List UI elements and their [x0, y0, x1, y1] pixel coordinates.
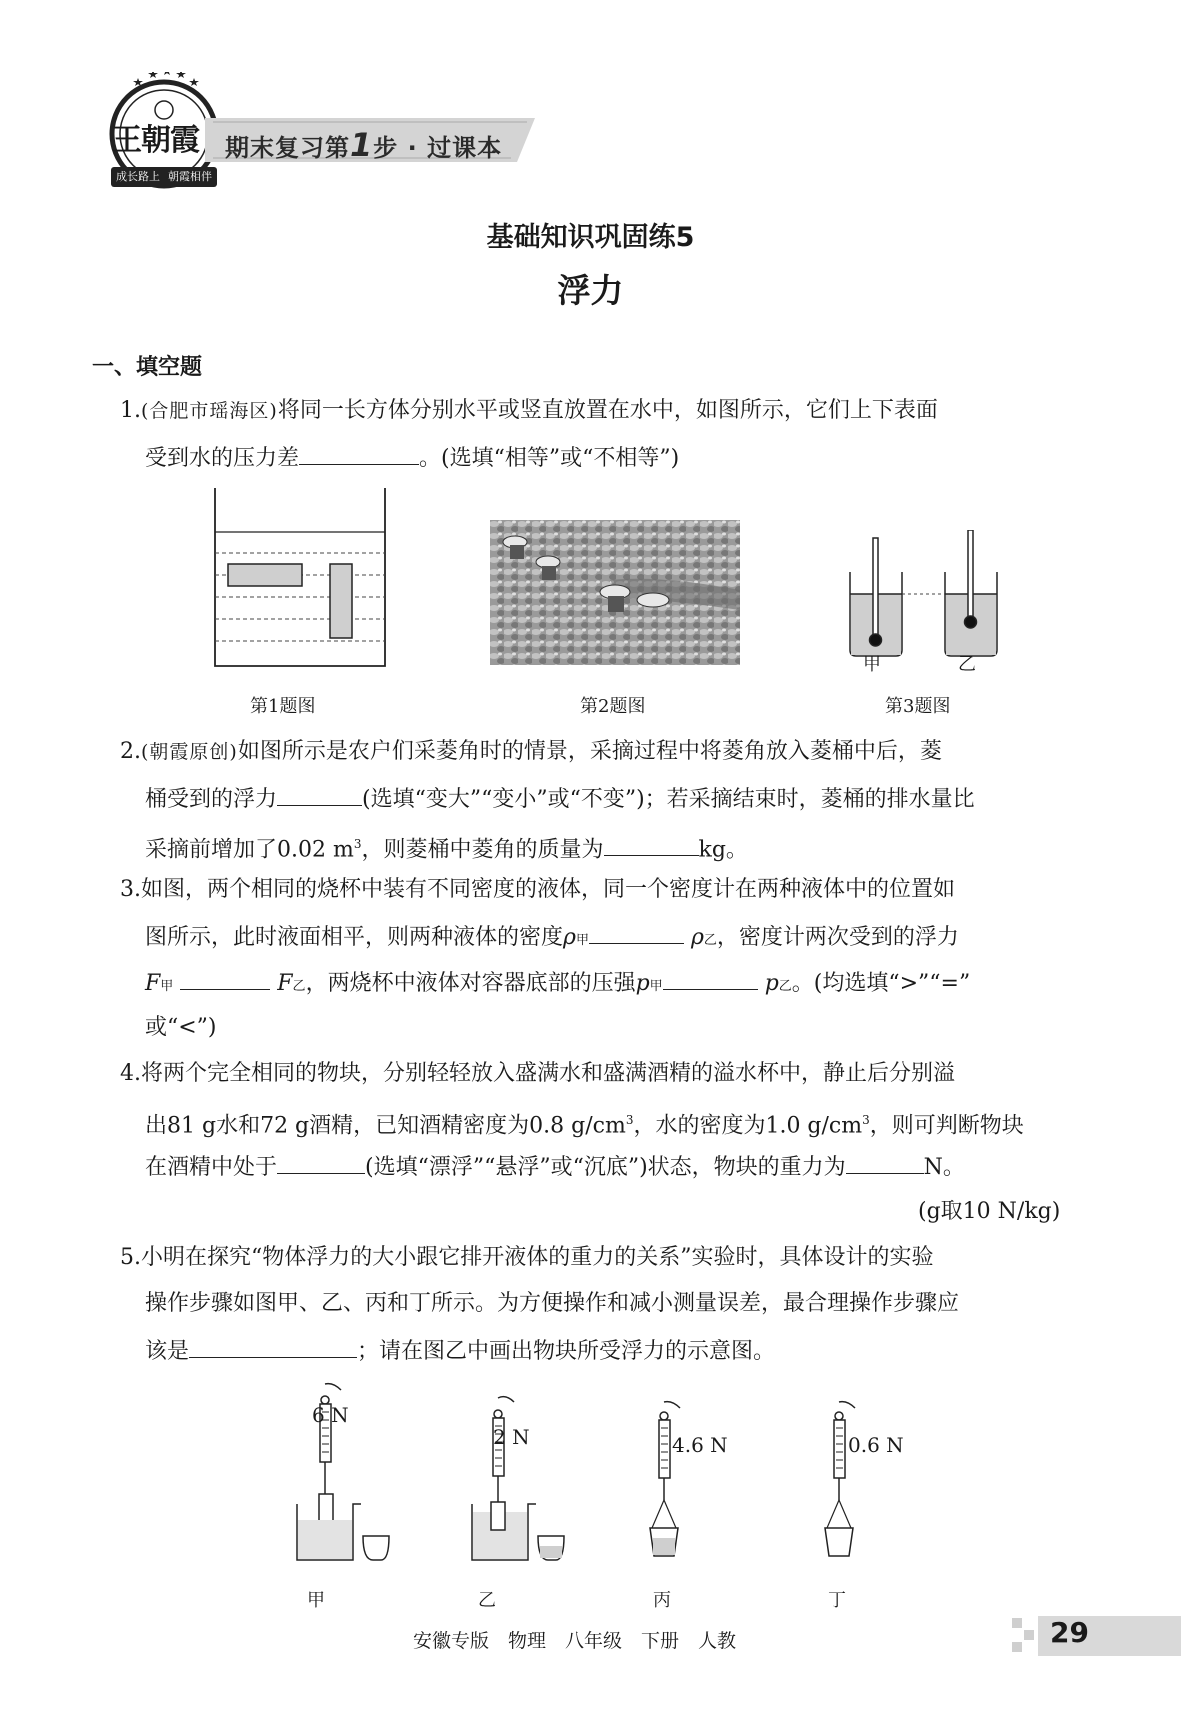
q3-line-2: 图所示，此时液面相平，则两种液体的密度ρ甲 ρ乙，密度计两次受到的浮力: [145, 921, 959, 956]
page-title: 浮力: [557, 271, 624, 310]
page-number: 29: [1050, 1616, 1089, 1649]
q4-answer-blank-1[interactable]: [277, 1151, 365, 1174]
q5-line-1: 5.小明在探究“物体浮力的大小跟它排开液体的重力的关系”实验时，具体设计的实验: [120, 1245, 934, 1270]
q4-note: (g取10 N/kg): [918, 1199, 1061, 1224]
brand-name: 王朝霞: [112, 123, 199, 158]
q3-answer-blank-3[interactable]: [663, 967, 758, 990]
q2-line-2: 桶受到的浮力 (选填“变大”“变小”或“不变”)；若采摘结束时，菱桶的排水量比: [145, 783, 975, 815]
figure-3-label-yi: 乙: [958, 654, 976, 675]
section-heading: 一、填空题: [92, 355, 203, 380]
figure-1-caption: 第1题图: [250, 696, 316, 717]
q5-reading-jia: 6 N: [312, 1403, 349, 1427]
q5-label-yi: 乙: [478, 1590, 496, 1611]
q2-answer-blank-1[interactable]: [277, 783, 362, 806]
figure-3-label-jia: 甲: [863, 654, 881, 675]
q4-answer-blank-2[interactable]: [846, 1151, 924, 1174]
q1-answer-blank[interactable]: [299, 442, 419, 465]
q5-line-3: 该是 ；请在图乙中画出物块所受浮力的示意图。: [145, 1335, 775, 1367]
q5-answer-blank[interactable]: [189, 1335, 357, 1358]
q2-answer-blank-2[interactable]: [604, 833, 699, 856]
q1-line-1: 1.(合肥市瑶海区)将同一长方体分别水平或竖直放置在水中，如图所示，它们上下表面: [120, 398, 938, 423]
q2-line-3: 采摘前增加了0.02 $m^3$，则菱桶中菱角的质量为 kg。: [145, 829, 748, 865]
q5-label-jia: 甲: [307, 1590, 325, 1611]
q1-line-2: 受到水的压力差 。(选填“相等”或“不相等”): [145, 442, 679, 474]
footer-deco-square: [1024, 1630, 1034, 1640]
q3-line-1: 3.如图，两个相同的烧杯中装有不同密度的液体，同一个密度计在两种液体中的位置如: [120, 877, 956, 902]
q5-figure-yi: [470, 1382, 570, 1582]
page-subtitle: 基础知识巩固练5: [486, 222, 695, 253]
figure-2-caption: 第2题图: [580, 696, 646, 717]
q5-figure-ding: [815, 1400, 875, 1580]
q5-figure-bing: [640, 1400, 700, 1580]
q5-label-bing: 丙: [653, 1590, 671, 1611]
q4-line-1: 4.将两个完全相同的物块，分别轻轻放入盛满水和盛满酒精的溢水杯中，静止后分别溢: [120, 1061, 956, 1086]
q5-reading-bing: 4.6 N: [672, 1433, 728, 1457]
q5-reading-yi: 2 N: [493, 1425, 530, 1449]
q5-reading-ding: 0.6 N: [848, 1433, 904, 1457]
q3-line-4: 或“<”): [145, 1015, 217, 1040]
figure-2-photo: [490, 520, 740, 665]
q3-answer-blank-2[interactable]: [180, 967, 270, 990]
badge-right: 朝霞相伴: [168, 170, 212, 183]
figure-3-caption: 第3题图: [885, 696, 951, 717]
q4-line-3: 在酒精中处于 (选填“漂浮”“悬浮”或“沉底”)状态，物块的重力为 N。: [145, 1151, 965, 1183]
badge-left: 成长路上: [116, 170, 160, 183]
q3-line-3: F甲 F乙，两烧杯中液体对容器底部的压强p甲 p乙。(均选填“>”“=”: [145, 967, 970, 1002]
banner-title: 期末复习第1步 · 过课本: [225, 126, 503, 164]
footer-edition: 安徽专版 物理 八年级 下册 人教: [413, 1630, 737, 1652]
q2-line-1: 2.(朝霞原创)如图所示是农户们采菱角时的情景，采摘过程中将菱角放入菱桶中后，菱: [120, 739, 942, 764]
figure-1-diagram: [214, 488, 386, 668]
footer-deco-square: [1012, 1642, 1022, 1652]
q3-answer-blank-1[interactable]: [589, 921, 684, 944]
q5-label-ding: 丁: [828, 1590, 846, 1611]
q4-line-2: 出81 g水和72 g酒精，已知酒精密度为0.8 $g/cm^3$，水的密度为1.0 $g/cm^3$，则可判断物块: [145, 1113, 1024, 1139]
q5-line-2: 操作步骤如图甲、乙、丙和丁所示。为方便操作和减小测量误差，最合理操作步骤应: [145, 1291, 960, 1316]
footer-deco-square: [1012, 1618, 1022, 1628]
